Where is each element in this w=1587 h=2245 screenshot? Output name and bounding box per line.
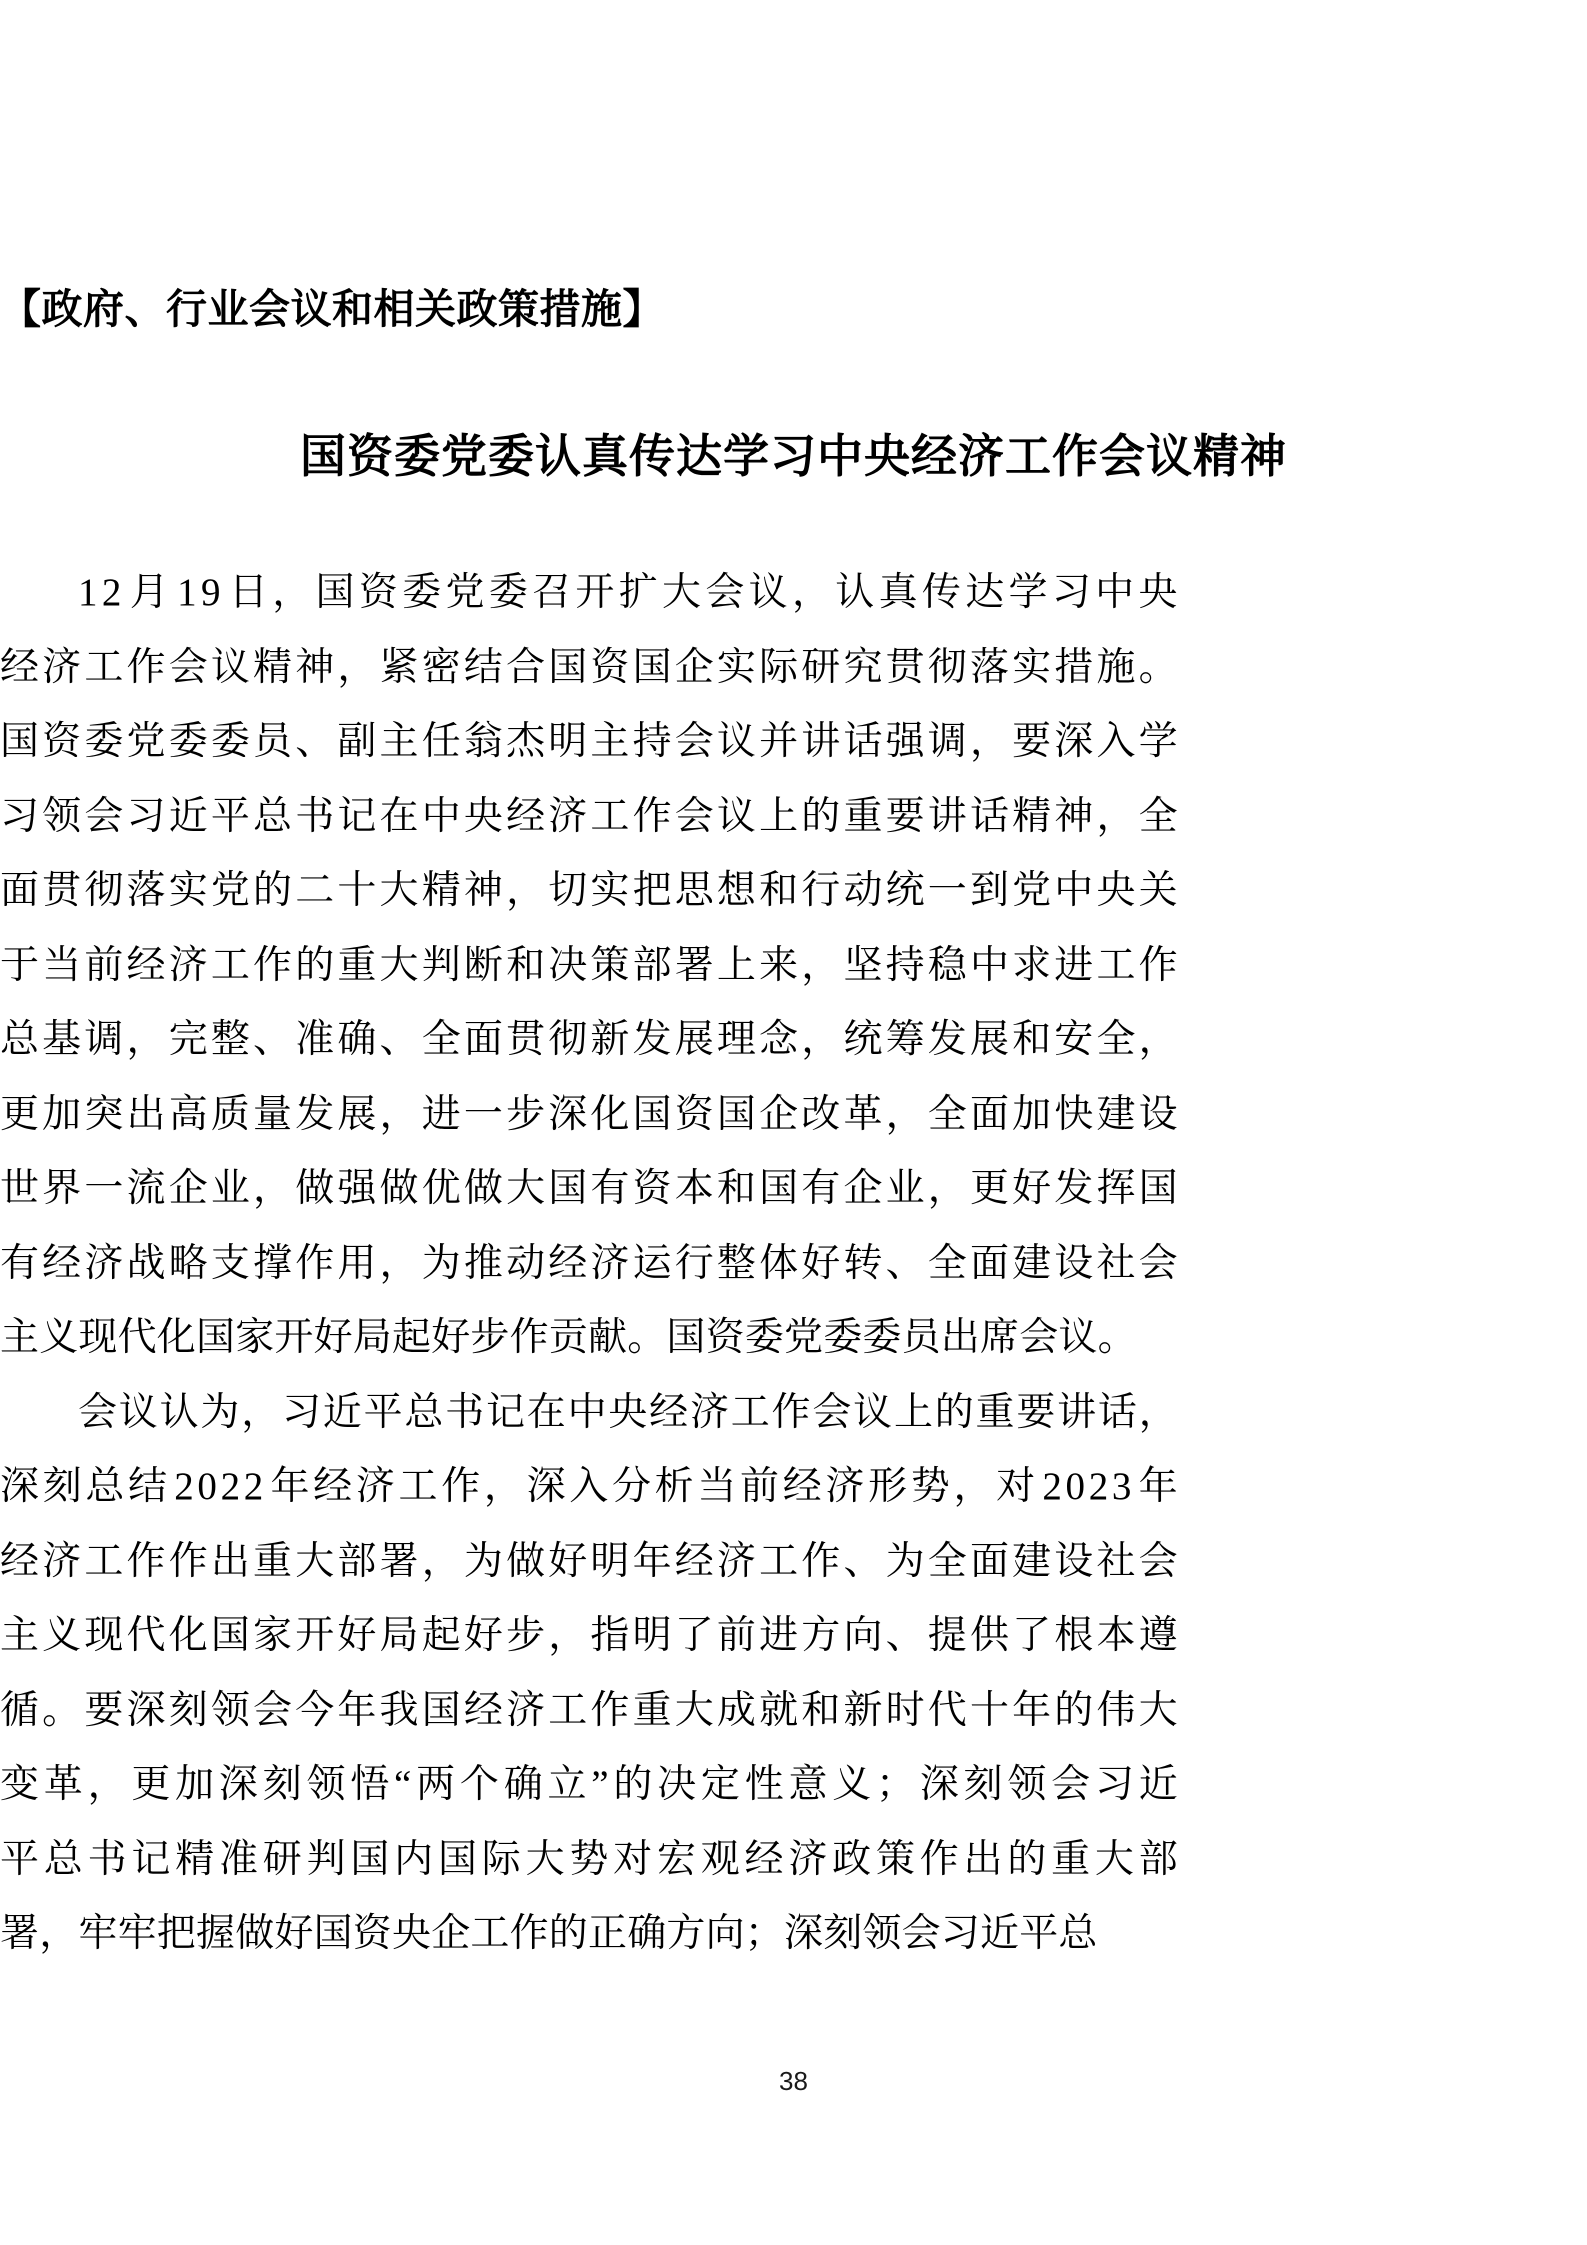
text-line: 循 。 要 深 刻 领 会 今 年 我 国 经 济 工 作 重 大 成 就 和 新 时 代 十 年 的 伟 大 [0, 1688, 1178, 1732]
section-header-text: 【政府、行业会议和相关政策措施】 [0, 286, 664, 332]
text-line: 面 贯 彻 落 实 党 的 二 十 大 精 神 ， 切 实 把 思 想 和 行 动 统 一 到 党 中 央 关 [0, 869, 1178, 912]
text-line: 经 济 工 作 会 议 精 神 ， 紧 密 结 合 国 资 国 企 实 际 研 究 贯 彻 落 实 措 施 。 [0, 645, 1178, 689]
text-line: 更 加 突 出 高 质 量 发 展 ， 进 一 步 深 化 国 资 国 企 改 革 ， 全 面 加 快 建 设 [0, 1092, 1178, 1136]
text-line: 主义现代化国家开好局起好步作贡献。国资委党委委员出席会议。 [0, 1316, 1137, 1359]
text-line: 于 当 前 经 济 工 作 的 重 大 判 断 和 决 策 部 署 上 来 ， 坚 持 稳 中 求 进 工 作 [0, 943, 1178, 987]
page-title: 国资委党委认真传达学习中央经济工作会议精神 [300, 430, 1287, 482]
section-header [0, 282, 1587, 337]
text-line: 变 革 ， 更 加 深 刻 领 悟 “ 两 个 确 立 ” 的 决 定 性 意 义 ； 深 刻 领 会 习 近 [0, 1763, 1178, 1806]
text-line: 平 总 书 记 精 准 研 判 国 内 国 际 大 势 对 宏 观 经 济 政 策 作 出 的 重 大 部 [0, 1837, 1178, 1881]
page-number: 38 [779, 2066, 808, 2096]
paragraph [0, 1376, 1178, 1972]
text-line: 习 领 会 习 近 平 总 书 记 在 中 央 经 济 工 作 会 议 上 的 重 要 讲 话 精 神 ， 全 [0, 794, 1178, 838]
text-line: 主 义 现 代 化 国 家 开 好 局 起 好 步 ， 指 明 了 前 进 方 向 、 提 供 了 根 本 遵 [0, 1614, 1178, 1657]
text-line: 署，牢牢把握做好国资央企工作的正确方向；深刻领会习近平总 [0, 1912, 1098, 1955]
text-line: 总 基 调 ， 完 整 、 准 确 、 全 面 贯 彻 新 发 展 理 念 ， 统 筹 发 展 和 安 全 ， [0, 1018, 1178, 1061]
text-line: 世 界 一 流 企 业 ， 做 强 做 优 做 大 国 有 资 本 和 国 有 企 业 ， 更 好 发 挥 国 [0, 1167, 1178, 1210]
text-line: 经 济 工 作 作 出 重 大 部 署 ， 为 做 好 明 年 经 济 工 作 、 为 全 面 建 设 社 会 [0, 1539, 1178, 1583]
text-line: 深 刻 总 结 2 0 2 2 年 经 济 工 作 ， 深 入 分 析 当 前 经 济 形 势 ， 对 2 0 2 3 年 [0, 1465, 1178, 1508]
text-line: 有 经 济 战 略 支 撑 作 用 ， 为 推 动 经 济 运 行 整 体 好 转 、 全 面 建 设 社 会 [0, 1241, 1178, 1285]
text-line: 国 资 委 党 委 委 员 、 副 主 任 翁 杰 明 主 持 会 议 并 讲 话 强 调 ， 要 深 入 学 [0, 720, 1178, 763]
paragraph [0, 556, 1178, 1376]
text-line: 会 议 认 为 ， 习 近 平 总 书 记 在 中 央 经 济 工 作 会 议 上 的 重 要 讲 话 ， [78, 1390, 1178, 1434]
text-line: 1 2 月 1 9 日 ， 国 资 委 党 委 召 开 扩 大 会 议 ， 认 真 传 达 学 习 中 央 [78, 571, 1178, 614]
article-body [0, 556, 1178, 1972]
